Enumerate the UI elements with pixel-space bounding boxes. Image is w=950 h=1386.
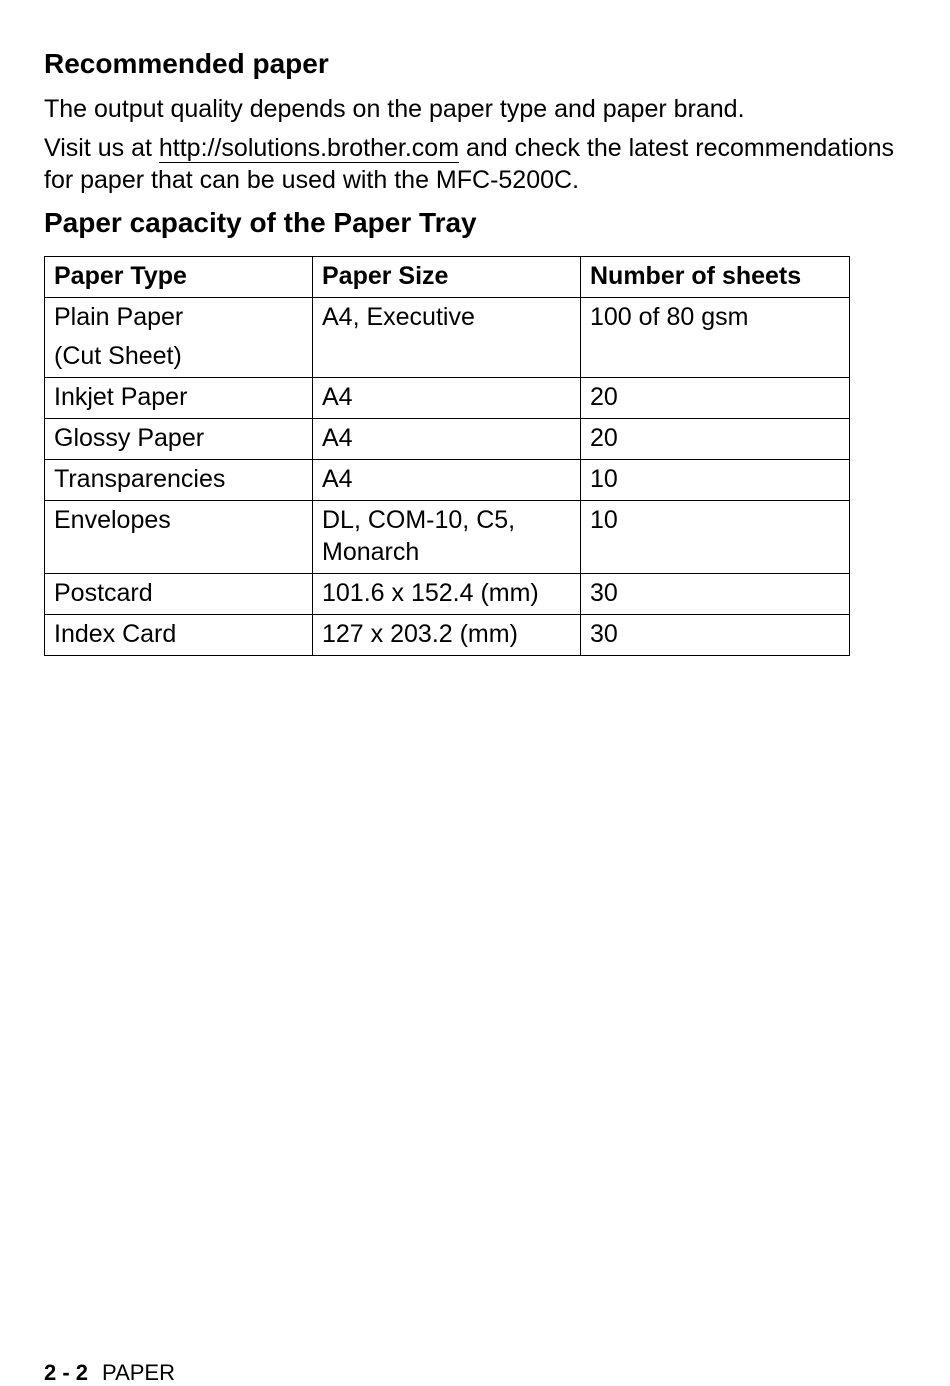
paper-capacity-heading: Paper capacity of the Paper Tray <box>44 207 477 238</box>
cell-paper-type: Inkjet Paper <box>45 378 313 419</box>
header-paper-type: Paper Type <box>45 257 313 298</box>
cell-paper-type: Glossy Paper <box>45 419 313 460</box>
table-row <box>45 419 850 460</box>
visit-us-paragraph <box>44 132 924 196</box>
table-row <box>45 501 850 574</box>
cell-paper-size: 101.6 x 152.4 (mm) <box>313 574 581 615</box>
cell-paper-size: 127 x 203.2 (mm) <box>313 615 581 656</box>
cell-number-of-sheets: 10 <box>581 501 850 574</box>
table-header-row <box>45 257 850 298</box>
cell-paper-type: Envelopes <box>45 501 313 574</box>
cell-number-of-sheets: 30 <box>581 574 850 615</box>
table-row <box>45 460 850 501</box>
page-number: 2 - 2 <box>44 1360 89 1385</box>
header-paper-size: Paper Size <box>313 257 581 298</box>
recommendations-text: and check the latest recommendations for paper that can be used with the MFC-5200C. <box>44 134 895 194</box>
table-row <box>45 378 850 419</box>
cell-number-of-sheets: 30 <box>581 615 850 656</box>
paper-capacity-table <box>44 256 850 656</box>
visit-us-text: Visit us at <box>44 134 159 162</box>
output-quality-paragraph: The output quality depends on the paper type and paper brand. <box>44 95 745 123</box>
paper-type-line2: (Cut Sheet) <box>54 342 182 370</box>
table-row <box>45 574 850 615</box>
cell-paper-size: A4, Executive <box>313 298 581 378</box>
header-number-of-sheets: Number of sheets <box>581 257 850 298</box>
cell-number-of-sheets: 100 of 80 gsm <box>581 298 850 378</box>
recommended-paper-heading: Recommended paper <box>44 48 329 79</box>
cell-number-of-sheets: 20 <box>581 378 850 419</box>
solutions-link[interactable]: http://solutions.brother.com <box>158 134 460 162</box>
cell-paper-type: Postcard <box>45 574 313 615</box>
page-footer <box>44 1360 175 1386</box>
cell-paper-type: Index Card <box>45 615 313 656</box>
cell-number-of-sheets: 20 <box>581 419 850 460</box>
table-row <box>45 298 850 378</box>
cell-paper-size: A4 <box>313 419 581 460</box>
cell-number-of-sheets: 10 <box>581 460 850 501</box>
paper-type-line1: Plain Paper <box>54 303 184 331</box>
cell-paper-type: Transparencies <box>45 460 313 501</box>
table-row <box>45 615 850 656</box>
cell-paper-size: DL, COM-10, C5, Monarch <box>313 501 581 574</box>
cell-paper-size: A4 <box>313 378 581 419</box>
cell-paper-size: A4 <box>313 460 581 501</box>
cell-paper-type <box>45 298 313 378</box>
chapter-name: PAPER <box>102 1360 175 1385</box>
